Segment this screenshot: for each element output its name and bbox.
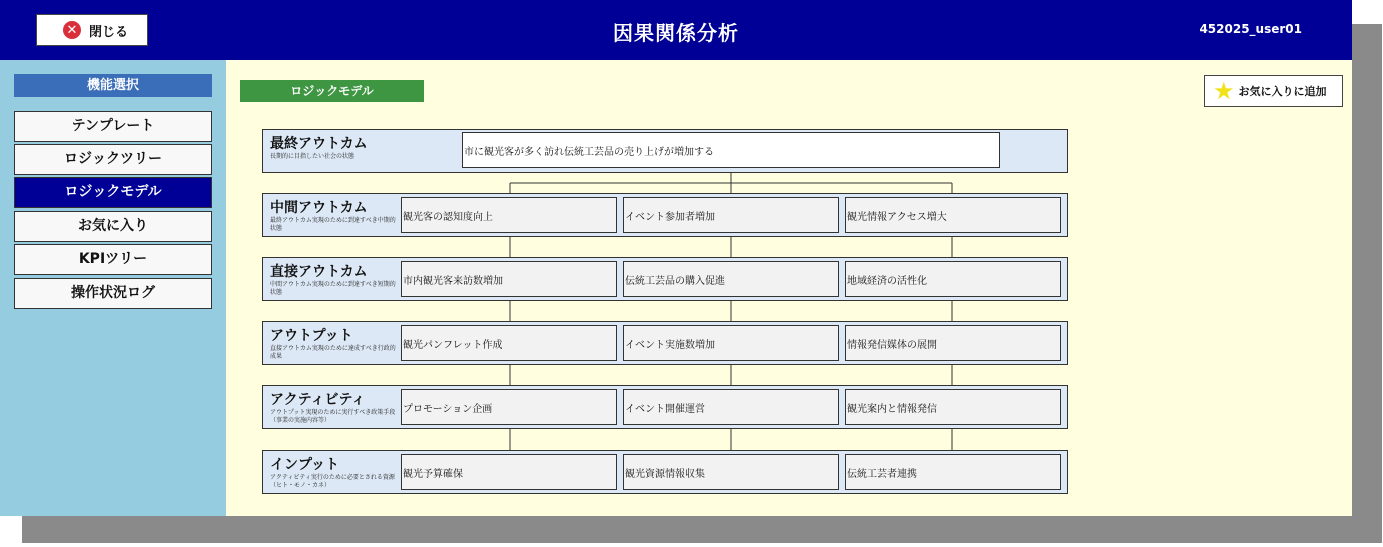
sidebar-item-kpi-tree[interactable]: KPIツリー <box>14 244 212 275</box>
logic-cell[interactable]: 情報発信媒体の展開 <box>845 325 1061 361</box>
add-favorite-label: お気に入りに追加 <box>1238 85 1327 98</box>
logic-cell[interactable]: 伝統工芸者連携 <box>845 454 1061 490</box>
logic-cell[interactable]: 観光案内と情報発信 <box>845 389 1061 425</box>
add-favorite-button[interactable] <box>1204 75 1343 107</box>
sidebar-item-operation-log[interactable]: 操作状況ログ <box>14 278 212 309</box>
row-title: アウトプット <box>270 328 353 344</box>
logic-cell[interactable]: イベント実施数増加 <box>623 325 839 361</box>
row-description: 中間アウトカム実現のために到達すべき短期的状態 <box>270 281 396 296</box>
close-icon: ✕ <box>63 21 81 39</box>
logic-cell[interactable]: 伝統工芸品の購入促進 <box>623 261 839 297</box>
row-title: 最終アウトカム <box>270 136 368 152</box>
sidebar-item-template[interactable]: テンプレート <box>14 111 212 142</box>
logic-cell[interactable]: 観光パンフレット作成 <box>401 325 617 361</box>
logic-cell[interactable]: 観光予算確保 <box>401 454 617 490</box>
sidebar-item-logic-model[interactable]: ロジックモデル <box>14 177 212 208</box>
logic-cell[interactable]: 観光客の認知度向上 <box>401 197 617 233</box>
row-description: 直接アウトカム実現のために達成すべき行政的成果 <box>270 345 396 360</box>
logic-cell[interactable]: 観光資源情報収集 <box>623 454 839 490</box>
row-description: 最終アウトカム実現のために到達すべき中期的状態 <box>270 217 396 232</box>
final-outcome-cell[interactable]: 市に観光客が多く訪れ伝統工芸品の売り上げが増加する <box>462 132 1000 168</box>
row-title: 直接アウトカム <box>270 264 368 280</box>
logic-cell[interactable]: 地域経済の活性化 <box>845 261 1061 297</box>
section-label: ロジックモデル <box>240 80 424 102</box>
page-title: 因果関係分析 <box>613 21 739 45</box>
logic-cell[interactable]: イベント開催運営 <box>623 389 839 425</box>
header-bar <box>0 0 1352 60</box>
logic-cell[interactable]: 市内観光客来訪数増加 <box>401 261 617 297</box>
sidebar-item-logic-tree[interactable]: ロジックツリー <box>14 144 212 175</box>
close-button-label: 閉じる <box>89 24 129 40</box>
row-title: インプット <box>270 457 340 473</box>
row-description: アウトプット実現のために実行すべき政策手段（事業の実施内容等） <box>270 409 396 424</box>
sidebar <box>0 60 226 516</box>
sidebar-title: 機能選択 <box>14 74 212 97</box>
logic-cell[interactable]: 観光情報アクセス増大 <box>845 197 1061 233</box>
row-description: 長期的に目指したい社会の状態 <box>270 153 355 160</box>
row-description: アクティビティ実行のために必要とされる資源（ヒト・モノ・カネ） <box>270 474 395 489</box>
logic-cell[interactable]: プロモーション企画 <box>401 389 617 425</box>
sidebar-item-favorites[interactable]: お気に入り <box>14 211 212 242</box>
row-title: アクティビティ <box>270 392 366 408</box>
user-id: 452025_user01 <box>1199 22 1302 36</box>
row-title: 中間アウトカム <box>270 200 368 216</box>
logic-cell[interactable]: イベント参加者増加 <box>623 197 839 233</box>
star-icon: ★ <box>1213 77 1235 105</box>
